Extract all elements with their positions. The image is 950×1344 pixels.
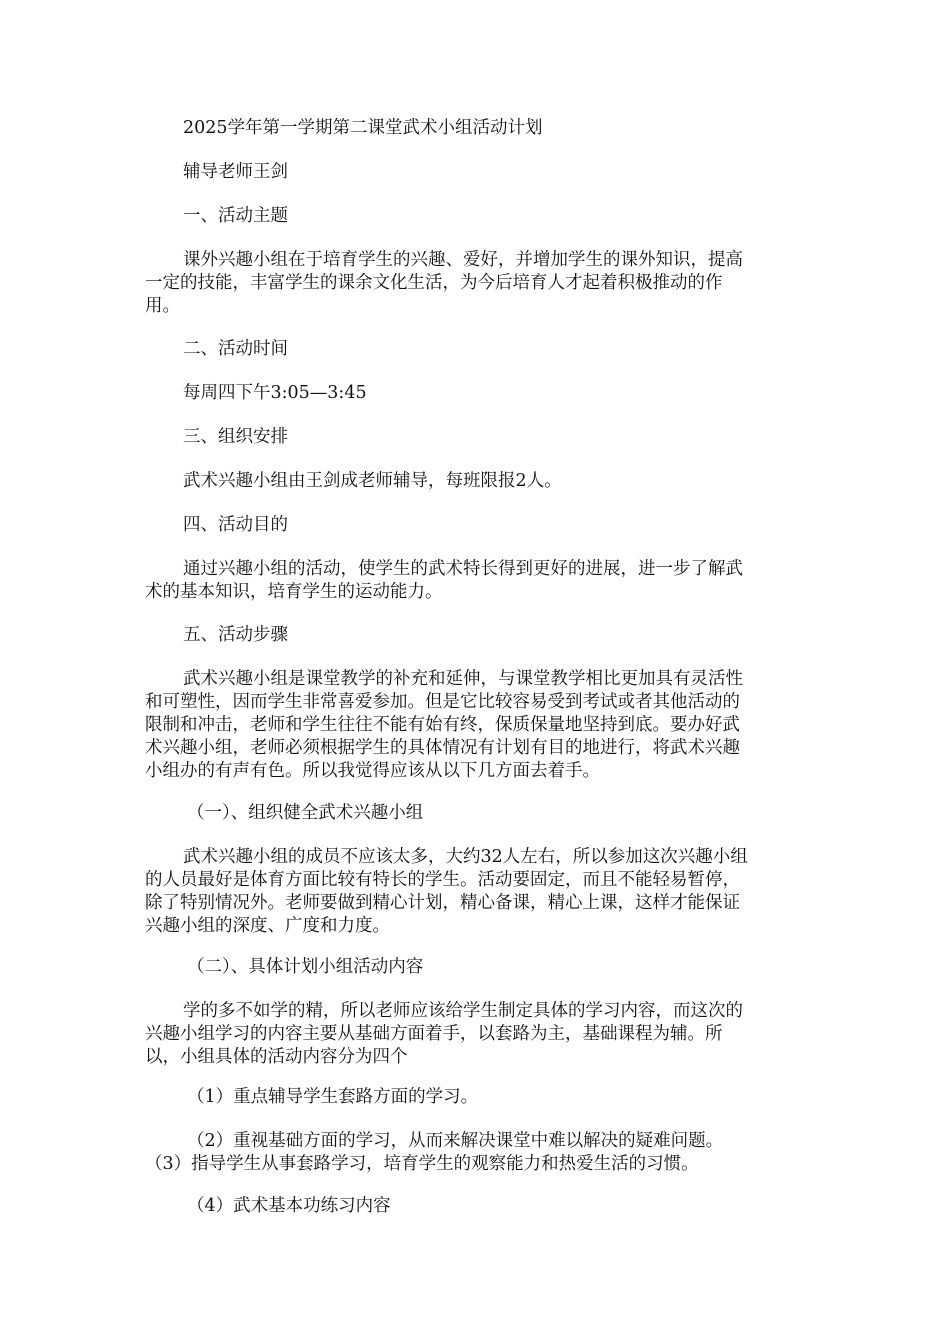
paragraph-line: 术的基本知识，培育学生的运动能力。 [145,582,443,602]
paragraph-line: 武术兴趣小组的成员不应该太多，大约32人左右，所以参加这次兴趣小组 [183,847,748,867]
subsection-heading-organize: （一）、组织健全武术兴趣小组 [187,803,424,823]
section-heading-arrangement: 三、组织安排 [183,427,288,447]
paragraph-line: 一定的技能，丰富学生的课余文化生活，为今后培育人才起着积极推动的作 [145,273,723,293]
list-item: （4）武术基本功练习内容 [187,1196,391,1216]
section-heading-time: 二、活动时间 [183,339,288,359]
section-heading-steps: 五、活动步骤 [183,625,288,645]
paragraph-line: 学的多不如学的精，所以老师应该给学生制定具体的学习内容，而这次的 [183,1001,743,1021]
paragraph-line: 限制和冲击，老师和学生往往不能有始有终，保质保量地坚持到底。要办好武 [145,715,740,735]
section-heading-theme: 一、活动主题 [183,206,288,226]
paragraph-line: 小组办的有声有色。所以我觉得应该从以下几方面去着手。 [145,761,600,781]
subsection-heading-content: （二）、具体计划小组活动内容 [187,957,424,977]
teacher-line: 辅导老师王剑 [183,162,288,182]
paragraph-line: 除了特别情况外。老师要做到精心计划，精心备课，精心上课，这样才能保证 [145,893,740,913]
paragraph-line: 武术兴趣小组由王剑成老师辅导，每班限报2人。 [183,471,562,491]
paragraph-line: 课外兴趣小组在于培育学生的兴趣、爱好，并增加学生的课外知识，提高 [183,250,743,270]
list-item: （1）重点辅导学生套路方面的学习。 [187,1087,479,1107]
paragraph-line: 武术兴趣小组是课堂教学的补充和延伸，与课堂教学相比更加具有灵活性 [183,669,743,689]
paragraph-line: 兴趣小组的深度、广度和力度。 [145,916,390,936]
document-title: 2025学年第一学期第二课堂武术小组活动计划 [183,118,543,138]
paragraph-line: 用。 [145,296,180,316]
paragraph-line: 术兴趣小组，老师必须根据学生的具体情况有计划有目的地进行，将武术兴趣 [145,738,740,758]
paragraph-line: 和可塑性，因而学生非常喜爱参加。但是它比较容易受到考试或者其他活动的 [145,692,740,712]
paragraph-line: 每周四下午3:05—3:45 [183,383,367,403]
paragraph-line: 通过兴趣小组的活动，使学生的武术特长得到更好的进展，进一步了解武 [183,559,743,579]
list-item: （2）重视基础方面的学习，从而来解决课堂中难以解决的疑难问题。 [187,1131,724,1151]
section-heading-purpose: 四、活动目的 [183,515,288,535]
paragraph-line: 的人员最好是体育方面比较有特长的学生。活动要固定，而且不能轻易暂停， [145,870,740,890]
list-item: （3）指导学生从事套路学习，培育学生的观察能力和热爱生活的习惯。 [145,1154,699,1174]
paragraph-line: 以，小组具体的活动内容分为四个 [145,1047,408,1067]
paragraph-line: 兴趣小组学习的内容主要从基础方面着手，以套路为主，基础课程为辅。所 [145,1024,723,1044]
